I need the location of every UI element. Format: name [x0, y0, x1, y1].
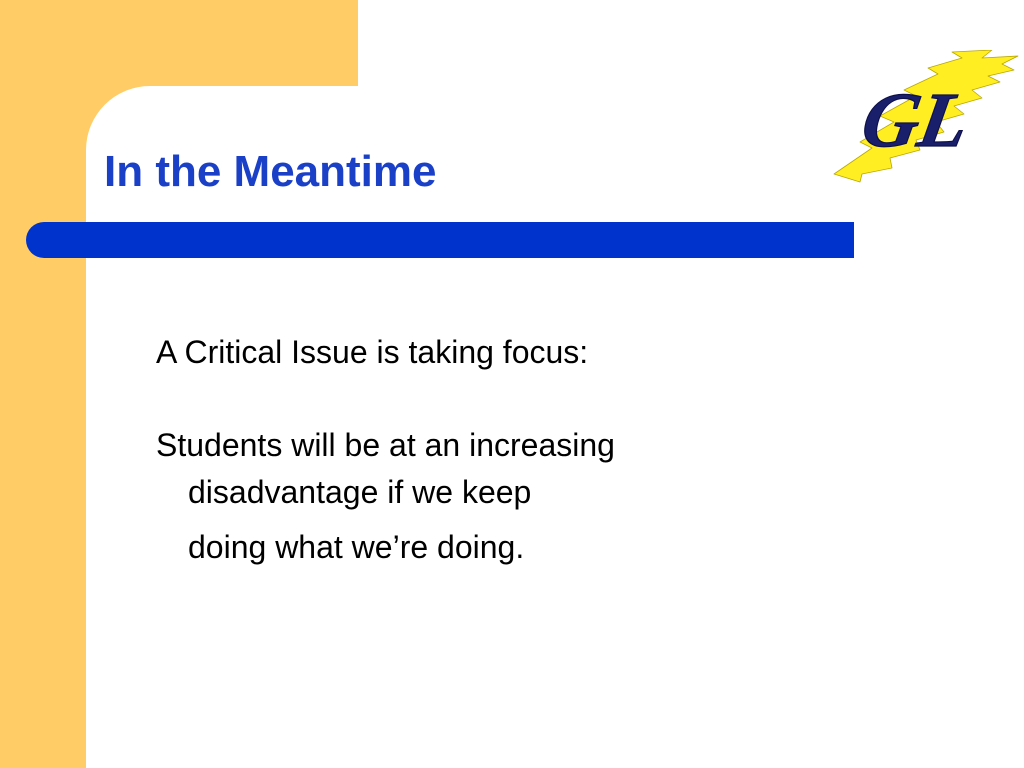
logo-text: GL — [855, 77, 976, 164]
body-line-1: A Critical Issue is taking focus: — [156, 334, 589, 370]
slide-body — [156, 332, 796, 571]
gl-logo-icon — [832, 50, 1022, 190]
title-underline-bar — [26, 222, 854, 258]
body-line-3: doing what we’re doing. — [188, 529, 525, 565]
body-line-2: Students will be at an increasing disadvantage if we keep — [156, 427, 615, 510]
slide-title: In the Meantime — [104, 147, 437, 196]
